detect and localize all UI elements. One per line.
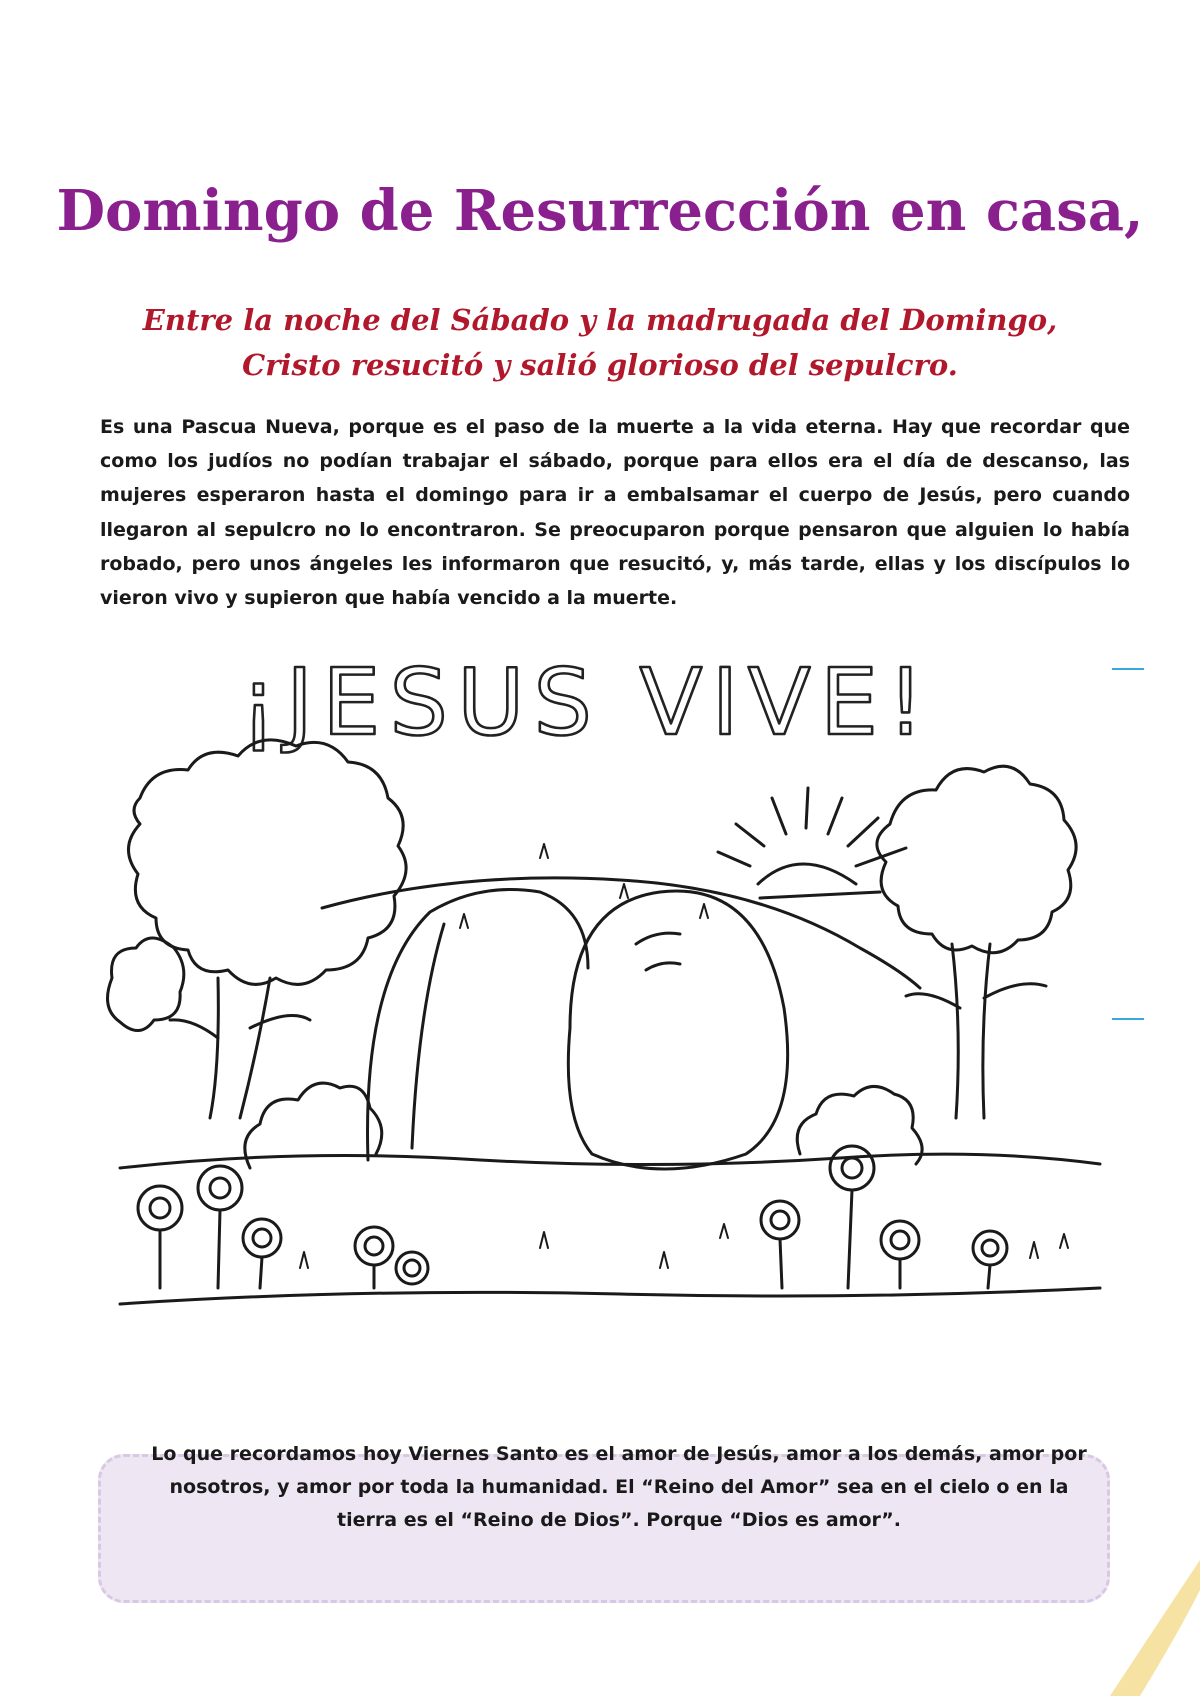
subtitle-line-2: Cristo resucitó y salió glorioso del sepulcro. xyxy=(242,348,958,382)
subtitle-line-1: Entre la noche del Sábado y la madrugada del Domingo, xyxy=(142,303,1058,337)
left-tree-drawing xyxy=(108,740,407,1118)
coloring-illustration xyxy=(100,648,1120,1400)
callout-text: Lo que recordamos hoy Viernes Santo es el amor de Jesús, amor a los demás, amor por nosotros, y amor por toda la humanidad. El “Reino del Amor” sea en el cielo o en la tierra es el “Reino de Dios”. Porque “Dios es amor”. xyxy=(151,1443,1087,1531)
right-tree-drawing xyxy=(877,766,1076,1118)
body-paragraph: Es una Pascua Nueva, porque es el paso de la muerte a la vida eterna. Hay que recordar que como los judíos no podían trabajar el sábado, porque para ellos era el día de descanso, las mujeres esperaron hasta el domingo para ir a embalsamar el cuerpo de Jesús, pero cuando llegaron al sepulcro no lo encontraron. Se preocuparon porque pensaron que alguien lo había robado, pero unos ángeles les informaron que resucitó, y, más tarde, ellas y los discípulos lo vieron vivo y supieron que había vencido a la muerte. xyxy=(100,416,1130,610)
corner-swoosh-decoration xyxy=(1100,1560,1200,1696)
jesus-vive-heading: ¡JESUS VIVE! xyxy=(240,649,930,756)
tomb-drawing xyxy=(368,890,788,1170)
bush-right xyxy=(797,1086,922,1164)
page-title: Domingo de Resurrección en casa, xyxy=(56,178,1144,244)
page-subtitle xyxy=(0,298,1200,388)
flowers-drawing xyxy=(138,1146,1007,1288)
grass-drawing xyxy=(300,844,1068,1268)
